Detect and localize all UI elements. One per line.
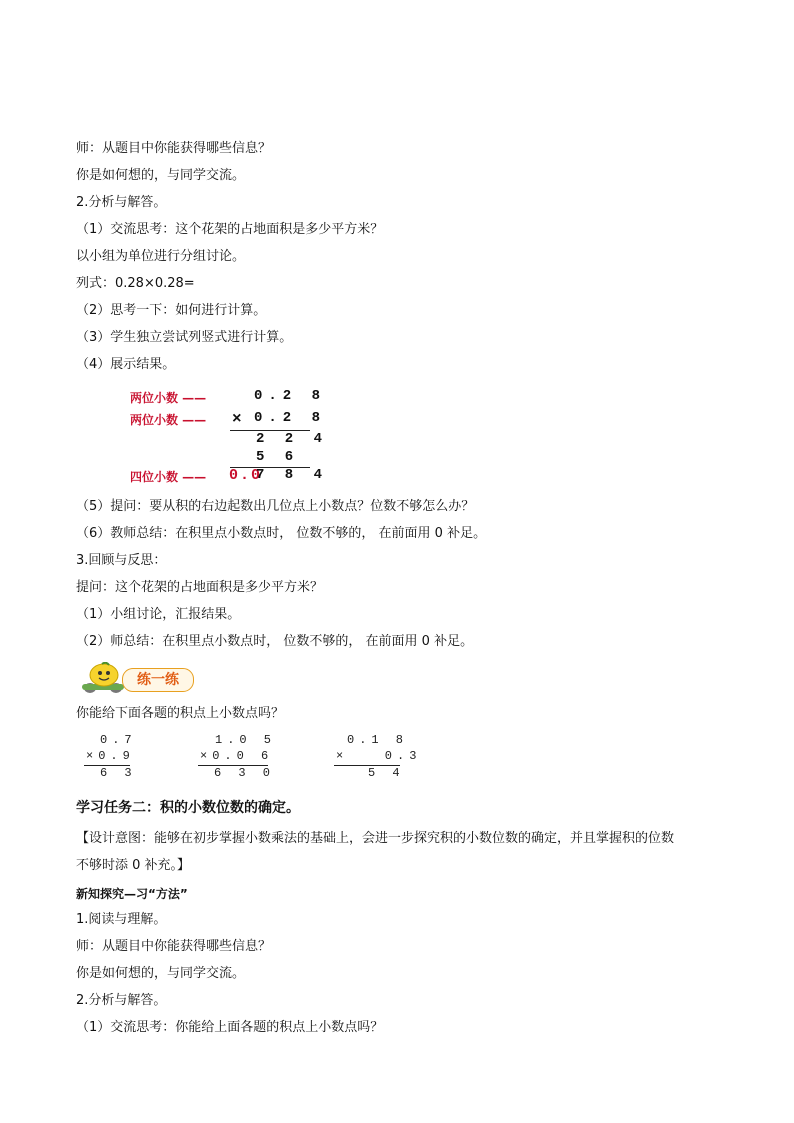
text-line: （4）展示结果。	[76, 357, 176, 372]
text-line: （1）交流思考：你能给上面各题的积点上小数点吗？	[76, 1020, 384, 1035]
text-line: 【设计意图：能够在初步掌握小数乘法的基础上，会进一步探究积的小数位数的确定，并且掌握积的位数	[76, 831, 675, 846]
text-line: 3.回顾与反思：	[76, 553, 167, 568]
practice-badge-label: 练一练	[137, 672, 179, 688]
text-line: （3）学生独立尝试列竖式进行计算。	[76, 330, 293, 345]
exercise-product: 6 3 0	[214, 766, 276, 780]
text-line: 2.分析与解答。	[76, 993, 167, 1008]
multiplicand: 0.2 8	[254, 388, 327, 404]
text-line: 1.阅读与理解。	[76, 912, 167, 927]
text-line: （2）师总结：在积里点小数点时， 位数不够的， 在前面用 0 补足。	[76, 634, 474, 649]
section-heading: 学习任务二：积的小数位数的确定。	[76, 800, 300, 816]
text-line: 你是如何想的，与同学交流。	[76, 966, 246, 981]
exercise-product: 6 3	[100, 766, 137, 780]
practice-badge-pill	[122, 668, 194, 692]
partial-product-2: 5 6	[256, 449, 300, 465]
label-four-decimals: 四位小数 ——	[130, 470, 207, 484]
subheading: 新知探究—习“方法”	[76, 887, 188, 901]
practice-badge	[76, 662, 194, 694]
text-line: 师：从题目中你能获得哪些信息？	[76, 939, 272, 954]
exercise-multiplicand: 0.7	[100, 733, 137, 747]
product-digits: 7 8 4	[256, 467, 329, 483]
text-line: （5）提问：要从积的右边起数出几位点上小数点？位数不够怎么办？	[76, 499, 475, 514]
text-line: （2）思考一下：如何进行计算。	[76, 303, 267, 318]
label-two-decimals: 两位小数 ——	[130, 391, 207, 405]
times-sign: ×	[232, 410, 248, 428]
exercise-multiplicand: 0.1 8	[347, 733, 409, 747]
product-leading-zeros: 0.0	[229, 467, 263, 484]
multiplier: 0.2 8	[254, 410, 327, 426]
exercise-multiplicand: 1.0 5	[215, 733, 277, 747]
text-line: 以小组为单位进行分组讨论。	[76, 249, 246, 264]
text-line: 你能给下面各题的积点上小数点吗？	[76, 706, 285, 721]
exercise-multiplier: × 0.3	[336, 749, 422, 763]
exercise-multiplier: ×0.0 6	[200, 749, 274, 763]
text-line: 师：从题目中你能获得哪些信息？	[76, 141, 272, 156]
text-line: 你是如何想的，与同学交流。	[76, 168, 246, 183]
text-line: （6）教师总结：在积里点小数点时， 位数不够的， 在前面用 0 补足。	[76, 526, 487, 541]
exercise-multiplier: ×0.9	[86, 749, 135, 763]
text-line: 列式：0.28×0.28=	[76, 276, 195, 291]
text-line: （1）交流思考：这个花架的占地面积是多少平方米？	[76, 222, 384, 237]
text-line: 2.分析与解答。	[76, 195, 167, 210]
text-line: （1）小组讨论，汇报结果。	[76, 607, 241, 622]
text-line: 不够时添 0 补充。】	[76, 858, 191, 873]
text-line: 提问：这个花架的占地面积是多少平方米？	[76, 580, 324, 595]
exercise-product: 5 4	[368, 766, 405, 780]
partial-product-1: 2 2 4	[256, 431, 329, 447]
label-two-decimals: 两位小数 ——	[130, 413, 207, 427]
